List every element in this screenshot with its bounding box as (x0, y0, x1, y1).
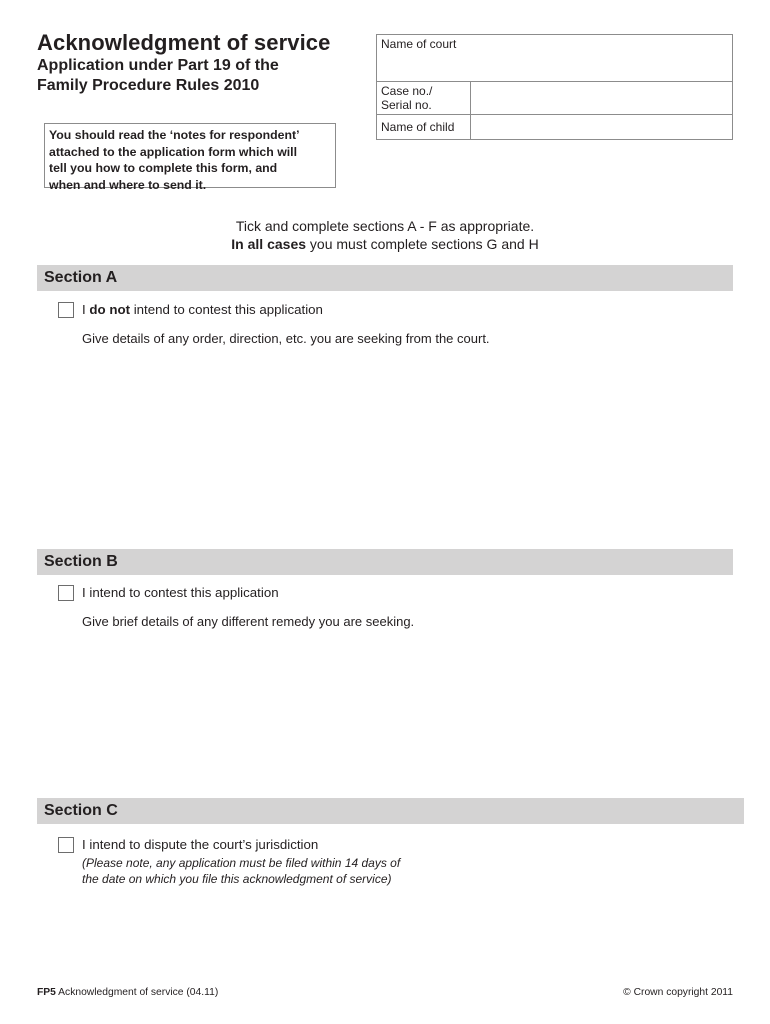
section-c-note (82, 856, 400, 887)
footer-form-code: FP5 (37, 987, 56, 998)
footer-form-reference (37, 987, 218, 998)
name-of-court-field[interactable] (377, 53, 732, 81)
section-c-header: Section C (37, 798, 744, 824)
section-a-header: Section A (37, 265, 733, 291)
section-a-checkbox-label (82, 302, 323, 317)
section-b-details-area[interactable] (80, 636, 732, 786)
name-of-child-field[interactable] (470, 115, 732, 140)
section-b-checkbox-label: I intend to contest this application (82, 585, 279, 600)
case-no-label-line-2: Serial no. (381, 98, 432, 112)
name-of-court-row (377, 35, 732, 82)
section-c-checkbox-label: I intend to dispute the court’s jurisdiction (82, 837, 319, 852)
subtitle-line-2: Family Procedure Rules 2010 (37, 77, 260, 94)
name-of-child-row (377, 115, 732, 140)
section-b-details-prompt: Give brief details of any different remedy you are seeking. (82, 614, 415, 629)
section-a-label-pre: I (82, 302, 90, 317)
section-c-note-line-1: (Please note, any application must be filed within 14 days of (82, 856, 401, 870)
name-of-child-label: Name of child (381, 120, 455, 134)
instructions-line-2-rest: you must complete sections G and H (306, 236, 539, 252)
section-a-details-prompt: Give details of any order, direction, etc. you are seeking from the court. (82, 331, 490, 346)
section-a-label-post: intend to contest this application (130, 302, 323, 317)
case-no-field[interactable] (470, 82, 732, 114)
section-c-note-line-2: the date on which you file this acknowledgment of service) (82, 871, 392, 886)
form-subtitle (37, 56, 279, 96)
notes-line-2: attached to the application form which will (49, 144, 298, 159)
section-a-label-emphasis: do not (89, 302, 131, 317)
footer-form-name: Acknowledgment of service (04.11) (55, 987, 219, 998)
section-c-checkbox[interactable] (58, 837, 74, 853)
notes-line-3: tell you how to complete this form, and (49, 161, 278, 175)
footer-copyright: © Crown copyright 2011 (623, 987, 733, 998)
case-no-row (377, 82, 732, 115)
section-b-header: Section B (37, 549, 733, 575)
instructions-line-2 (0, 236, 770, 252)
court-details-table (376, 34, 733, 140)
section-a-checkbox[interactable] (58, 302, 74, 318)
notes-for-respondent-box (44, 123, 336, 192)
form-title: Acknowledgment of service (37, 30, 331, 55)
subtitle-line-1: Application under Part 19 of the (37, 57, 279, 74)
notes-line-4: when and where to send it. (49, 177, 207, 192)
case-no-label-line-1: Case no./ (381, 84, 433, 98)
case-no-label (381, 84, 461, 112)
name-of-court-label: Name of court (381, 37, 457, 51)
section-b-checkbox[interactable] (58, 585, 74, 601)
instructions-line-1: Tick and complete sections A - F as appropriate. (235, 218, 535, 234)
instructions-emphasis: In all cases (231, 236, 307, 252)
section-a-details-area[interactable] (80, 352, 732, 537)
notes-line-1: You should read the ‘notes for respondent’ (49, 128, 300, 142)
